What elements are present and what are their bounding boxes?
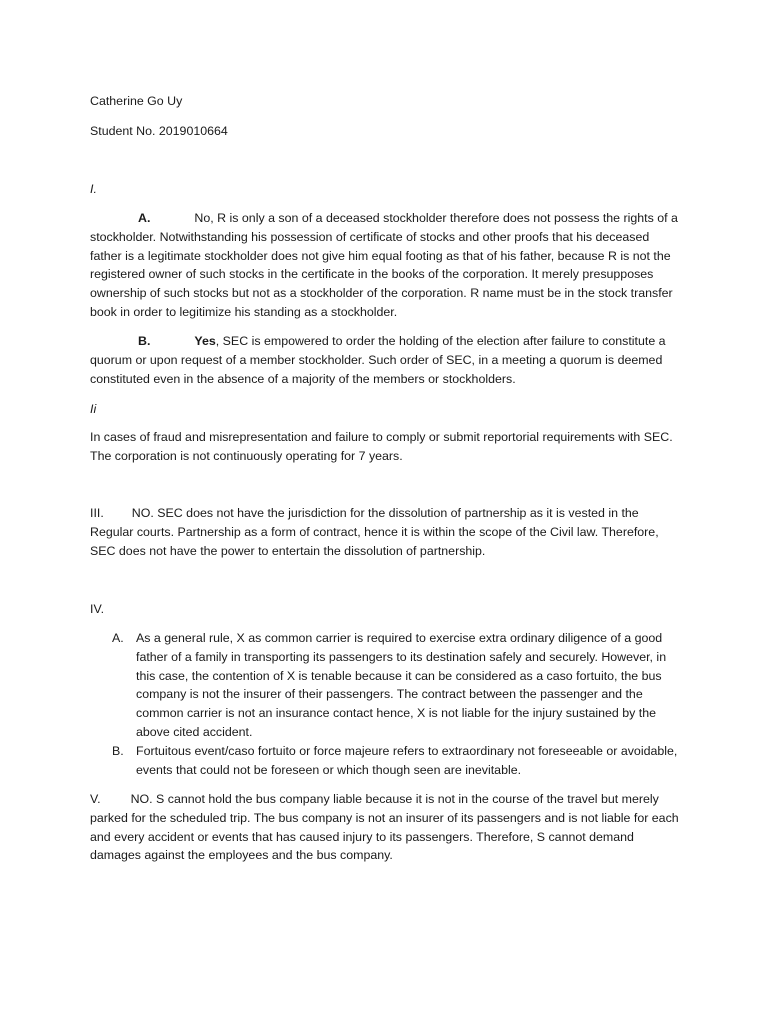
- answer-1b-lead: Yes: [194, 334, 216, 348]
- section-4-list: [112, 629, 682, 779]
- list-item-text: As a general rule, X as common carrier is required to exercise extra ordinary diligence of a good father of a family in transporting its passengers to its destination safely and securely. However, in this case, the contention of X is tenable because it can be considered as a caso fortuito, the bus company is not the insurer of their passengers. The contract between the passenger and the common carrier is not an insurance contact hence, X is not liable for the injury sustained by the above cited accident.: [136, 631, 667, 739]
- list-item-text: Fortuitous event/caso fortuito or force majeure refers to extraordinary not foreseeable or avoidable, events that could not be foreseen or which though seen are inevitable.: [136, 743, 678, 777]
- author-name: Catherine Go Uy: [90, 94, 183, 108]
- answer-1b-label: B.: [138, 334, 151, 348]
- answer-3: [90, 504, 680, 560]
- section-5-label: V.: [90, 792, 101, 806]
- list-item: [112, 742, 682, 780]
- list-item-marker: A.: [112, 631, 124, 645]
- section-1-heading: I.: [90, 182, 97, 196]
- section-2-heading: Ii: [90, 402, 97, 416]
- answer-1a-text: No, R is only a son of a deceased stockholder therefore does not possess the rights of a stockholder. Notwithstanding his possession of certificate of stocks and other proofs that his deceased father is a legitimate stockholder does not give him equal footing as that of his father, because R is not the registered owner of such stocks in the certificate in the books of the corporation. It merely presupposes ownership of such stocks but not as a stockholder of the corporation. R name must be in the stock transfer book in order to legitimize his standing as a stockholder.: [90, 211, 678, 319]
- answer-1b: [90, 332, 680, 388]
- answer-3-text: NO. SEC does not have the jurisdiction for the dissolution of partnership as it is vested in the Regular courts. Partnership as a form of contract, hence it is within the scope of the Civil law. Therefore, SEC does not have the power to entertain the dissolution of partnership.: [90, 506, 659, 558]
- answer-1b-text: , SEC is empowered to order the holding of the election after failure to constitute a quorum or upon request of a member stockholder. Such order of SEC, in a meeting a quorum is deemed constituted even in the absence of a majority of the members or stockholders.: [90, 334, 666, 386]
- answer-5-text: NO. S cannot hold the bus company liable because it is not in the course of the travel but merely parked for the scheduled trip. The bus company is not an insurer of its passengers and is not liable for each and every accident or events that has caused injury to its passengers. Therefore, S cannot demand damages against the employees and the bus company.: [90, 792, 679, 863]
- answer-5: [90, 790, 680, 865]
- list-item: [112, 629, 682, 742]
- list-item-marker: B.: [112, 743, 124, 758]
- section-4-heading: IV.: [90, 602, 105, 616]
- answer-2: In cases of fraud and misrepresentation and failure to comply or submit reportorial requirements with SEC. The corporation is not continuously operating for 7 years.: [90, 430, 673, 463]
- answer-1a: [90, 209, 680, 322]
- section-3-label: III.: [90, 506, 104, 520]
- answer-1a-label: A.: [138, 211, 151, 225]
- student-number: Student No. 2019010664: [90, 124, 228, 138]
